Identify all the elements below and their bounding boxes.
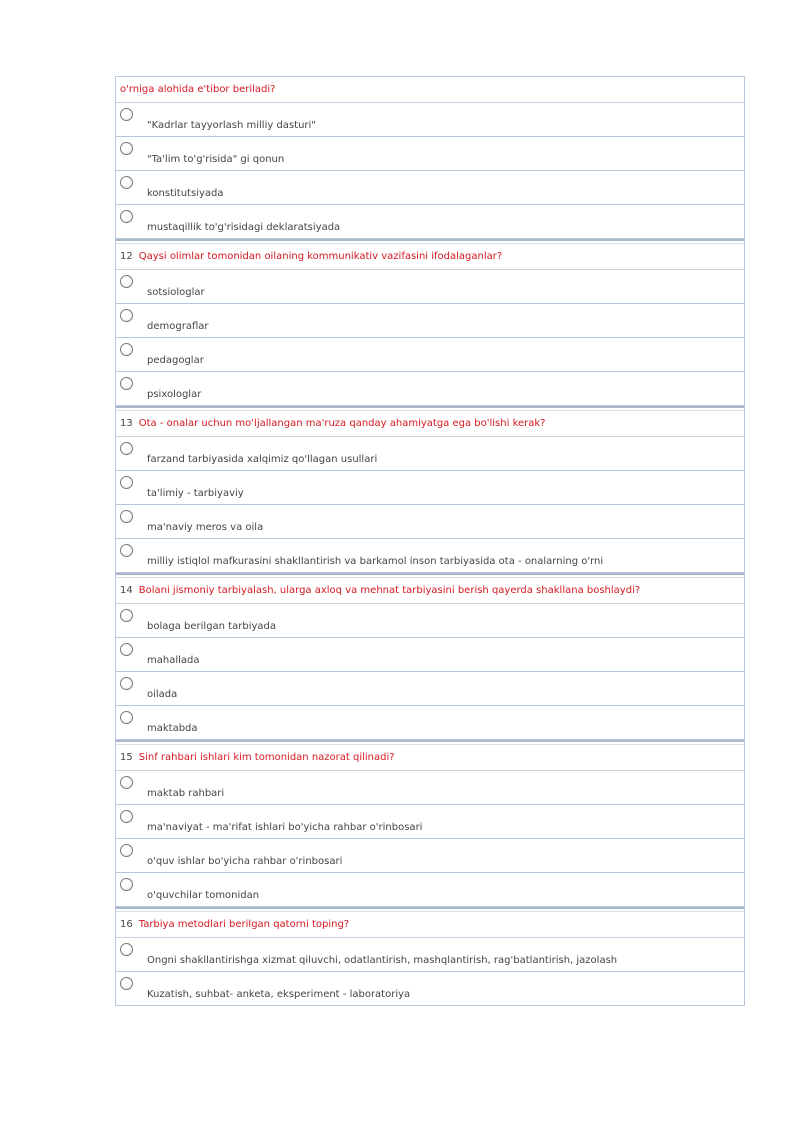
question-text: Bolani jismoniy tarbiyalash, ularga axloq va mehnat tarbiyasini berish qayerda shakllana boshlaydi? — [138, 585, 641, 596]
question-header — [116, 912, 744, 938]
answer-option[interactable] — [116, 839, 744, 873]
answer-option[interactable] — [116, 137, 744, 171]
option-label: konstitutsiyada — [147, 188, 224, 199]
radio-button[interactable] — [120, 609, 133, 622]
radio-button[interactable] — [120, 377, 133, 390]
question-text: o'rniga alohida e'tibor beriladi? — [120, 84, 276, 95]
radio-button[interactable] — [120, 210, 133, 223]
answer-option[interactable] — [116, 873, 744, 907]
radio-button[interactable] — [120, 142, 133, 155]
question-header — [116, 411, 744, 437]
answer-option[interactable] — [116, 706, 744, 740]
answer-option[interactable] — [116, 539, 744, 573]
option-label: mustaqillik to'g'risidagi deklaratsiyada — [147, 222, 341, 233]
radio-button[interactable] — [120, 544, 133, 557]
radio-button[interactable] — [120, 844, 133, 857]
question-number: 13 — [120, 418, 133, 429]
question-block — [116, 745, 744, 907]
radio-button[interactable] — [120, 176, 133, 189]
answer-option[interactable] — [116, 805, 744, 839]
option-label: pedagoglar — [147, 355, 204, 366]
option-label: "Kadrlar tayyorlash milliy dasturi" — [147, 120, 316, 131]
answer-option[interactable] — [116, 270, 744, 304]
radio-button[interactable] — [120, 442, 133, 455]
answer-option[interactable] — [116, 672, 744, 706]
radio-button[interactable] — [120, 275, 133, 288]
quiz-container — [115, 76, 745, 1006]
answer-option[interactable] — [116, 938, 744, 972]
option-label: ma'naviy meros va oila — [147, 522, 264, 533]
radio-button[interactable] — [120, 309, 133, 322]
option-label: milliy istiqlol mafkurasini shakllantirish va barkamol inson tarbiyasida ota - onalarning o'rni — [147, 556, 604, 567]
option-label: o'quv ishlar bo'yicha rahbar o'rinbosari — [147, 856, 343, 867]
radio-button[interactable] — [120, 677, 133, 690]
question-number: 14 — [120, 585, 133, 596]
question-block — [116, 244, 744, 406]
option-label: demograflar — [147, 321, 209, 332]
answer-option[interactable] — [116, 304, 744, 338]
answer-option[interactable] — [116, 338, 744, 372]
option-label: Ongni shakllantirishga xizmat qiluvchi, odatlantirish, mashqlantirish, rag'batlantirish, jazolash — [147, 955, 618, 966]
radio-button[interactable] — [120, 878, 133, 891]
answer-option[interactable] — [116, 103, 744, 137]
question-header — [116, 77, 744, 103]
answer-option[interactable] — [116, 437, 744, 471]
radio-button[interactable] — [120, 643, 133, 656]
option-label: maktabda — [147, 723, 198, 734]
answer-option[interactable] — [116, 604, 744, 638]
option-label: mahallada — [147, 655, 200, 666]
radio-button[interactable] — [120, 711, 133, 724]
question-header — [116, 244, 744, 270]
option-label: oilada — [147, 689, 178, 700]
question-block — [116, 578, 744, 740]
option-label: ta'limiy - tarbiyaviy — [147, 488, 244, 499]
question-header — [116, 578, 744, 604]
option-label: maktab rahbari — [147, 788, 225, 799]
question-text: Qaysi olimlar tomonidan oilaning kommunikativ vazifasini ifodalaganlar? — [138, 251, 503, 262]
answer-option[interactable] — [116, 505, 744, 539]
option-label: "Ta'lim to'g'risida" gi qonun — [147, 154, 285, 165]
answer-option[interactable] — [116, 372, 744, 406]
option-label: o'quvchilar tomonidan — [147, 890, 260, 901]
question-header — [116, 745, 744, 771]
answer-option[interactable] — [116, 638, 744, 672]
radio-button[interactable] — [120, 343, 133, 356]
option-label: farzand tarbiyasida xalqimiz qo'llagan usullari — [147, 454, 378, 465]
answer-option[interactable] — [116, 205, 744, 239]
answer-option[interactable] — [116, 471, 744, 505]
radio-button[interactable] — [120, 776, 133, 789]
question-block — [116, 912, 744, 1006]
option-label: ma'naviyat - ma'rifat ishlari bo'yicha rahbar o'rinbosari — [147, 822, 423, 833]
question-number: 16 — [120, 919, 133, 930]
radio-button[interactable] — [120, 108, 133, 121]
question-number: 12 — [120, 251, 133, 262]
option-label: psixologlar — [147, 389, 202, 400]
radio-button[interactable] — [120, 810, 133, 823]
radio-button[interactable] — [120, 476, 133, 489]
radio-button[interactable] — [120, 977, 133, 990]
option-label: bolaga berilgan tarbiyada — [147, 621, 276, 632]
question-text: Ota - onalar uchun mo'ljallangan ma'ruza qanday ahamiyatga ega bo'lishi kerak? — [138, 418, 546, 429]
answer-option[interactable] — [116, 771, 744, 805]
option-label: sotsiologlar — [147, 287, 205, 298]
question-text: Tarbiya metodlari berilgan qatorni toping? — [138, 919, 350, 930]
option-label: Kuzatish, suhbat- anketa, eksperiment - laboratoriya — [147, 989, 411, 1000]
radio-button[interactable] — [120, 943, 133, 956]
question-number: 15 — [120, 752, 133, 763]
answer-option[interactable] — [116, 171, 744, 205]
answer-option[interactable] — [116, 972, 744, 1006]
radio-button[interactable] — [120, 510, 133, 523]
question-block — [116, 77, 744, 239]
question-text: Sinf rahbari ishlari kim tomonidan nazorat qilinadi? — [138, 752, 395, 763]
question-block — [116, 411, 744, 573]
